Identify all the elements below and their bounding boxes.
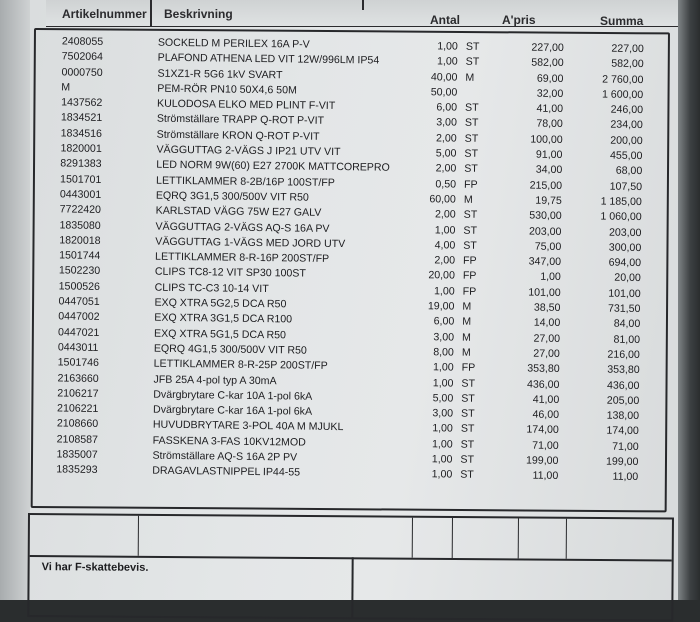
cell-quantity: 5,00 xyxy=(432,392,454,405)
cell-line-sum: 138,00 xyxy=(606,409,640,423)
cell-quantity: 3,00 xyxy=(432,407,454,420)
cell-unit: ST xyxy=(460,453,475,466)
header-divider xyxy=(150,0,152,26)
header-qty: Antal xyxy=(430,13,460,27)
cell-description: FASSKENA 3-FAS 10KV12MOD xyxy=(152,434,306,449)
cell-unit-price: 11,00 xyxy=(532,469,559,483)
cell-quantity: 20,00 xyxy=(428,269,455,283)
page-shadow-right xyxy=(678,0,700,600)
cell-description: CLIPS TC-C3 10-14 VIT xyxy=(154,281,269,295)
header-divider xyxy=(362,0,364,10)
cell-line-sum: 731,50 xyxy=(607,302,641,316)
cell-unit-price: 101,00 xyxy=(528,286,561,299)
cell-quantity: 1,00 xyxy=(434,223,456,237)
footer-cell xyxy=(452,518,519,558)
cell-line-sum: 1 060,00 xyxy=(600,210,642,224)
cell-unit-price: 1,00 xyxy=(540,271,561,284)
cell-article-no: 1820001 xyxy=(60,142,102,156)
cell-unit-price: 100,00 xyxy=(530,133,563,146)
cell-unit: ST xyxy=(464,163,478,176)
cell-description: Strömställare AQ-S 16A 2P PV xyxy=(152,449,298,464)
cell-article-no: 1835293 xyxy=(56,463,98,477)
tax-note: Vi har F-skattebevis. xyxy=(41,561,149,574)
cell-unit-price: 347,00 xyxy=(528,255,562,269)
cell-unit: ST xyxy=(461,392,475,405)
cell-quantity: 1,00 xyxy=(437,40,458,53)
cell-unit: ST xyxy=(463,208,478,222)
footer-cell xyxy=(412,518,453,558)
cell-unit: ST xyxy=(461,377,476,390)
cell-description: LETTIKLAMMER 8-2B/16P 100ST/FP xyxy=(156,174,335,189)
cell-unit-price: 174,00 xyxy=(526,423,559,437)
cell-unit-price: 46,00 xyxy=(532,408,560,422)
cell-unit: M xyxy=(462,300,472,313)
cell-unit: ST xyxy=(464,101,479,115)
cell-line-sum: 174,00 xyxy=(606,425,639,438)
cell-article-no: 2408055 xyxy=(61,35,104,48)
cell-unit-price: 14,00 xyxy=(533,316,561,330)
cell-line-sum: 455,00 xyxy=(609,149,643,163)
cell-unit-price: 227,00 xyxy=(531,41,564,54)
cell-description: LETTIKLAMMER 8-R-16P 200ST/FP xyxy=(155,250,330,266)
cell-unit: ST xyxy=(463,239,477,252)
cell-article-no: 7722420 xyxy=(59,203,102,217)
cell-unit: M xyxy=(461,346,471,359)
cell-unit-price: 41,00 xyxy=(532,393,560,406)
cell-unit: M xyxy=(461,331,471,344)
cell-description: JFB 25A 4-pol typ A 30mA xyxy=(153,373,277,387)
cell-quantity: 1,00 xyxy=(431,453,453,466)
cell-unit: ST xyxy=(460,407,475,420)
cell-description: Dvärgbrytare C-kar 16A 1-pol 6kA xyxy=(153,403,313,418)
cell-unit: ST xyxy=(460,438,475,451)
cell-unit: FP xyxy=(461,361,476,375)
cell-quantity: 6,00 xyxy=(433,315,455,328)
cell-description: CLIPS TC8-12 VIT SP30 100ST xyxy=(154,266,306,281)
cell-article-no: 1437562 xyxy=(61,96,103,110)
cell-unit-price: 34,00 xyxy=(535,164,563,177)
cell-article-no: 1501746 xyxy=(57,356,100,370)
cell-unit-price: 78,00 xyxy=(536,118,563,131)
cell-quantity: 4,00 xyxy=(434,239,456,252)
cell-unit-price: 27,00 xyxy=(533,347,560,360)
cell-quantity: 19,00 xyxy=(427,300,455,313)
cell-unit: ST xyxy=(464,132,479,145)
cell-line-sum: 227,00 xyxy=(611,42,644,56)
cell-unit: M xyxy=(465,71,475,84)
footer-cell xyxy=(138,516,413,558)
cell-line-sum: 216,00 xyxy=(607,348,640,361)
header-description: Beskrivning xyxy=(164,7,233,21)
cell-article-no: 1501701 xyxy=(60,173,102,186)
footer-divider xyxy=(351,557,353,617)
cell-description: EXQ XTRA 3G1,5 DCA R100 xyxy=(154,311,293,326)
cell-description: Strömställare KRON Q-ROT P-VIT xyxy=(156,128,320,143)
cell-unit-price: 75,00 xyxy=(534,240,562,253)
cell-description: Dvärgbrytare C-kar 10A 1-pol 6kA xyxy=(153,388,313,403)
cell-description: EXQ XTRA 5G1,5 DCA R50 xyxy=(154,327,287,342)
cell-quantity: 6,00 xyxy=(436,101,458,114)
cell-unit: ST xyxy=(465,40,480,53)
cell-quantity: 1,00 xyxy=(431,468,453,481)
cell-article-no: 1835080 xyxy=(59,218,101,232)
cell-unit-price: 203,00 xyxy=(528,225,562,238)
cell-article-no: 0000750 xyxy=(61,66,103,79)
cell-article-no: 1500526 xyxy=(58,280,101,293)
cell-line-sum: 694,00 xyxy=(608,256,642,270)
cell-article-no: 2106221 xyxy=(57,402,99,416)
cell-unit: ST xyxy=(460,423,475,436)
cell-quantity: 40,00 xyxy=(430,70,458,84)
cell-unit: FP xyxy=(463,178,478,191)
cell-description: LED NORM 9W(60) E27 2700K MATTCOREPRO xyxy=(156,159,390,175)
cell-description: VÄGGUTTAG 2-VÄGS AQ-S 16A PV xyxy=(155,220,330,235)
cell-line-sum: 436,00 xyxy=(606,379,640,392)
cell-line-sum: 68,00 xyxy=(615,165,643,178)
cell-description: PEM-RÖR PN10 50X4,6 50M xyxy=(157,82,297,97)
cell-unit-price: 582,00 xyxy=(531,56,564,70)
cell-quantity: 2,00 xyxy=(435,132,457,145)
footer-table xyxy=(27,513,674,622)
cell-line-sum: 84,00 xyxy=(613,318,641,331)
cell-line-sum: 300,00 xyxy=(608,241,642,254)
cell-quantity: 60,00 xyxy=(429,193,456,206)
cell-description: DRAGAVLASTNIPPEL IP44-55 xyxy=(152,464,301,479)
cell-line-sum: 101,00 xyxy=(608,287,641,300)
cell-article-no: 2163660 xyxy=(57,371,99,385)
cell-article-no: 1502230 xyxy=(58,264,101,278)
cell-quantity: 3,00 xyxy=(436,116,457,130)
cell-article-no: 0447021 xyxy=(58,326,100,339)
cell-article-no: 0443001 xyxy=(59,188,102,201)
cell-line-sum: 1 185,00 xyxy=(600,195,642,208)
cell-quantity: 3,00 xyxy=(433,330,455,344)
cell-line-sum: 11,00 xyxy=(612,470,639,484)
cell-quantity: 8,00 xyxy=(433,346,454,359)
cell-line-sum: 353,80 xyxy=(607,363,640,377)
cell-unit: ST xyxy=(460,468,474,482)
cell-article-no: 8291383 xyxy=(60,157,102,171)
cell-quantity: 1,00 xyxy=(432,376,454,390)
cell-description: HUVUDBRYTARE 3-POL 40A M MJUKL xyxy=(152,419,344,434)
cell-quantity: 1,00 xyxy=(431,438,453,451)
cell-quantity: 1,00 xyxy=(433,285,455,298)
cell-article-no: M xyxy=(61,81,71,94)
header-unit-price: A'pris xyxy=(502,13,536,27)
cell-unit-price: 69,00 xyxy=(536,72,564,85)
cell-quantity: 1,00 xyxy=(436,55,458,68)
cell-line-sum: 199,00 xyxy=(605,455,639,469)
cell-description: EQRQ 4G1,5 300/500V VIT R50 xyxy=(153,342,307,357)
cell-unit-price: 353,80 xyxy=(527,362,560,376)
cell-line-sum: 203,00 xyxy=(608,226,642,239)
cell-unit-price: 199,00 xyxy=(525,454,559,467)
cell-article-no: 1820018 xyxy=(59,234,101,247)
cell-description: VÄGGUTTAG 1-VÄGS MED JORD UTV xyxy=(155,235,346,251)
cell-description: VÄGGUTTAG 2-VÄGS J IP21 UTV VIT xyxy=(156,143,341,159)
cell-quantity: 1,00 xyxy=(432,422,453,435)
header-article-no: Artikelnummer xyxy=(62,7,147,21)
cell-unit: FP xyxy=(462,270,477,283)
items-table xyxy=(0,34,700,487)
cell-description: Strömställare TRAPP Q-ROT P-VIT xyxy=(156,113,325,128)
cell-line-sum: 2 760,00 xyxy=(602,73,644,86)
cell-unit-price: 38,50 xyxy=(533,301,561,315)
cell-article-no: 2108660 xyxy=(56,417,99,431)
cell-article-no: 1834521 xyxy=(60,111,103,125)
cell-line-sum: 71,00 xyxy=(612,440,639,453)
cell-description: KARLSTAD VÄGG 75W E27 GALV xyxy=(155,204,322,220)
cell-line-sum: 1 600,00 xyxy=(601,88,644,101)
cell-quantity: 5,00 xyxy=(435,147,457,160)
cell-description: S1XZ1-R 5G6 1kV SVART xyxy=(157,67,283,81)
cell-line-sum: 200,00 xyxy=(610,134,643,147)
footer-cell xyxy=(30,515,139,556)
cell-unit: ST xyxy=(465,56,480,69)
cell-article-no: 0447051 xyxy=(58,295,100,308)
cell-quantity: 50,00 xyxy=(430,86,458,99)
cell-unit-price: 71,00 xyxy=(532,439,559,452)
cell-article-no: 2106217 xyxy=(57,387,99,400)
cell-line-sum: 205,00 xyxy=(606,394,640,407)
cell-unit: ST xyxy=(464,117,479,130)
cell-article-no: 1501744 xyxy=(59,249,101,263)
cell-unit-price: 215,00 xyxy=(529,179,563,192)
cell-description: LETTIKLAMMER 8-R-25P 200ST/FP xyxy=(153,357,328,373)
cell-unit: FP xyxy=(462,254,477,268)
cell-article-no: 0447002 xyxy=(58,310,100,324)
cell-quantity: 2,00 xyxy=(434,208,456,221)
cell-article-no: 2108587 xyxy=(56,433,99,446)
cell-article-no: 0443011 xyxy=(57,341,99,354)
cell-unit-price: 91,00 xyxy=(535,148,563,162)
cell-article-no: 7502064 xyxy=(61,50,104,64)
header-sum: Summa xyxy=(600,14,644,28)
cell-description: KULODOSA ELKO MED PLINT F-VIT xyxy=(157,97,336,113)
cell-article-no: 1834516 xyxy=(60,127,103,140)
cell-quantity: 2,00 xyxy=(434,254,456,267)
cell-line-sum: 20,00 xyxy=(614,272,641,285)
cell-unit-price: 530,00 xyxy=(529,209,562,223)
cell-description: PLAFOND ATHENA LED VIT 12W/996LM IP54 xyxy=(157,51,380,67)
cell-unit-price: 27,00 xyxy=(533,332,561,345)
footer-cell xyxy=(518,518,567,558)
cell-line-sum: 234,00 xyxy=(610,119,643,132)
cell-unit-price: 41,00 xyxy=(536,102,564,116)
cell-description: SOCKELD M PERILEX 16A P-V xyxy=(157,36,310,51)
cell-unit: ST xyxy=(464,147,479,160)
cell-description: EXQ XTRA 5G2,5 DCA R50 xyxy=(154,296,287,311)
cell-unit: ST xyxy=(463,224,478,237)
cell-unit-price: 19,75 xyxy=(535,194,562,207)
cell-line-sum: 107,50 xyxy=(609,180,643,193)
cell-unit: M xyxy=(463,193,473,206)
cell-unit: FP xyxy=(462,285,477,298)
cell-description: EQRQ 3G1,5 300/500V VIT R50 xyxy=(155,189,309,204)
cell-line-sum: 582,00 xyxy=(611,57,644,71)
cell-unit-price: 436,00 xyxy=(526,378,560,391)
cell-quantity: 2,00 xyxy=(435,162,457,175)
cell-quantity: 0,50 xyxy=(435,177,457,191)
cell-line-sum: 246,00 xyxy=(610,103,644,117)
cell-quantity: 1,00 xyxy=(432,361,454,374)
cell-unit: M xyxy=(462,316,472,329)
cell-unit-price: 32,00 xyxy=(536,87,564,100)
cell-line-sum: 81,00 xyxy=(613,333,641,346)
cell-article-no: 1835007 xyxy=(56,448,98,461)
